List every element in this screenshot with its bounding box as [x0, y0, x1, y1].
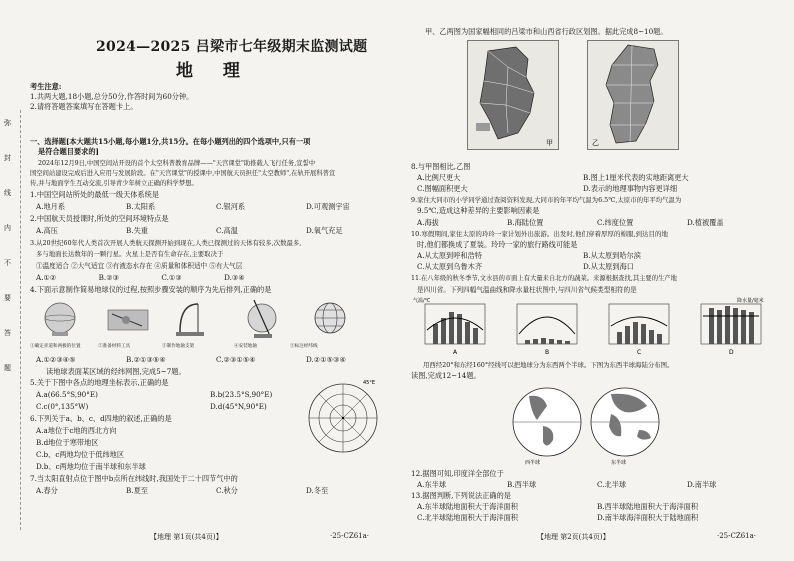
binding-char: 线	[4, 189, 11, 197]
q12-option-a[interactable]: A.东半球	[417, 480, 447, 489]
passage-line: 传,并与地面学生互动交流,引导青少年树立正确的科学梦想。	[30, 180, 198, 187]
q5-option-b[interactable]: B.b(23.5°S,90°E)	[210, 390, 273, 399]
map-jia-label: 甲	[546, 139, 553, 147]
q6-option-b[interactable]: B.d地位于寒带地区	[36, 438, 99, 447]
step-caption-5: ⑤标注经纬线	[290, 344, 318, 349]
page-footer-right: 【地理 第2页(共4页)】	[537, 533, 610, 541]
q8-option-a[interactable]: A.比例尺更大	[417, 173, 461, 182]
step-2-tools-image	[108, 310, 148, 330]
question-4-stem: 4.下面示意制作简易地球仪的过程,按照步骤安装的顺序为先后排列,正确的是	[30, 285, 272, 294]
question-9-stem: 9.家住大同市的小学同学通过查阅资料发现,大同市的年平均气温为6.5℃,太原市的年平均气温为	[411, 196, 682, 204]
west-hemisphere-label: 西半球	[525, 460, 541, 466]
q10-option-b[interactable]: B.从太原到哈尔滨	[583, 251, 641, 260]
chart-label-c: C	[637, 349, 642, 356]
climate-chart-c	[609, 304, 669, 344]
q1-option-b[interactable]: B.太阳系	[126, 202, 156, 211]
step-4-axis-image	[248, 300, 276, 338]
q4-option-d[interactable]: D.②①⑤③④	[306, 355, 347, 364]
passage-line: 2024年12月9日,中国空间站开设的首个太空科普教育品牌——"天宫课堂"助推载人飞行任务,宣誓中	[38, 160, 316, 167]
temp-unit-label: 气温/℃	[413, 298, 431, 304]
chart-label-a: A	[453, 349, 458, 356]
binding-char: 答	[4, 329, 11, 337]
q9-option-a[interactable]: A.海拔	[417, 218, 439, 227]
page-code-right: ·25-CZ61a·	[717, 532, 757, 540]
passage-line: 国空间站建设完成后进入应用与发展阶段。在"天宫课堂"的授课中,中国航天员担任"太空教师",在轨开展科普宣	[30, 170, 336, 177]
step-3-stand-image	[176, 304, 204, 336]
question-2-stem: 2.中国航天员授课时,所处的空间环境特点是	[30, 214, 169, 223]
notes-heading: 考生注意:	[30, 82, 62, 91]
climate-charts-figure	[411, 296, 781, 358]
binding-char: 弥	[4, 119, 11, 127]
q3-options[interactable]: A.①② B.②③ C.①③ D.③④	[36, 273, 245, 282]
hemisphere-map-figure	[507, 384, 667, 466]
q10-option-a[interactable]: A.从太原到呼和浩特	[417, 251, 482, 260]
question-3-stem: 3.从20世纪60年代人类首次开展人类航天探测开始到现在,人类已探测过的天体有较多,次数最多,	[30, 239, 302, 247]
question-6-stem: 6.下列关于a、b、c、d四地的叙述,正确的是	[30, 414, 172, 423]
binding-char: 要	[4, 294, 11, 302]
q6-option-c[interactable]: C.b、c两地均位于低纬地区	[36, 450, 125, 459]
page-footer-left: 【地理 第1页(共4页)】	[150, 533, 223, 541]
binding-char: 内	[4, 224, 11, 232]
q13-option-c[interactable]: C.北半球陆地面积大于海洋面积	[417, 513, 518, 522]
step-caption-4: ④安装地轴	[234, 344, 257, 349]
chart-label-d: D	[729, 349, 734, 356]
q4-option-c[interactable]: C.②③①⑤④	[216, 355, 256, 364]
q13-option-d[interactable]: D.南半球海洋面积大于陆地面积	[597, 513, 699, 522]
q8-option-d[interactable]: D.表示的地理事物内容更详细	[583, 184, 678, 193]
step-5-grid-image	[315, 303, 345, 333]
question-9-stem-cont: 9.5℃,造成这种差异的主要影响因素是	[417, 206, 540, 215]
q7-option-d[interactable]: D.冬至	[306, 486, 329, 495]
q2-option-d[interactable]: D.氧气充足	[306, 226, 343, 235]
binding-char: 题	[4, 364, 11, 372]
q9-option-b[interactable]: B.海陆位置	[507, 218, 544, 227]
q5-option-c[interactable]: C.c(0°,135°W)	[36, 402, 89, 411]
q8-option-c[interactable]: C.图幅面积更大	[417, 184, 468, 193]
binding-char: 封	[4, 154, 11, 162]
question-11-stem-cont: 是四川省。下列四幅气温曲线和降水量柱状图中,与四川省气候类型相符的是	[417, 286, 637, 294]
q3-conditions: ①温度适合 ②大气适宜 ③有液态水存在 ④质量和体积适中 ⑤有大气层	[36, 262, 243, 270]
q13-option-a[interactable]: A.东半球陆地面积大于海洋面积	[417, 502, 518, 511]
q5-option-d[interactable]: D.d(45°N,90°E)	[210, 402, 267, 411]
page-code-left: ·25-CZ61a·	[330, 532, 370, 540]
note-1: 1.共两大题,18小题,总分50分,作答时间为60分钟。	[30, 92, 194, 101]
globe-longitude-label: 45°E	[363, 380, 376, 386]
binding-char: 不	[4, 259, 11, 267]
question-13-stem: 13.据图判断,下列说法正确的是	[411, 491, 511, 500]
q5-7-intro: 读地球表面某区域的经纬网图,完成5~7题。	[46, 367, 186, 376]
q10-option-d[interactable]: D.从太原到海口	[583, 262, 634, 271]
step-1-sphere-image	[45, 303, 75, 336]
section-1-heading-cont: 是符合题目要求的]	[38, 147, 99, 156]
maps-intro: 甲、乙两图为国家幅相同的吕梁市和山西省行政区划图。据此完成8~10题。	[425, 27, 668, 36]
subject-title: 地 理	[176, 61, 252, 81]
question-10-stem: 10.寒假期间,家住太原的玲玲一家计划外出旅游。出发时,他们穿着厚厚的棉服,到达目的地	[411, 230, 669, 238]
q4-option-a[interactable]: A.①②③④⑤	[36, 355, 76, 364]
precip-unit-label: 降水量/毫米	[737, 298, 764, 304]
q9-option-c[interactable]: C.纬度位置	[597, 218, 634, 227]
right-page	[397, 0, 794, 561]
binding-line-notice	[4, 120, 18, 400]
q5-option-a[interactable]: A.a(66.5°S,90°E)	[36, 390, 98, 399]
step-caption-2: ②准备材料工具	[98, 344, 131, 349]
map-yi-shanxi	[587, 40, 679, 150]
q10-option-c[interactable]: C.从太原到乌鲁木齐	[417, 262, 483, 271]
step-caption-3: ③制作地轴支架	[162, 344, 195, 349]
question-11-stem: 11.在八年级的秋冬季节,文水县的市面上有大量来自北方的蔬菜。来源根据查找,其主要的生产地	[411, 275, 677, 282]
globe-making-steps-figure	[30, 296, 365, 344]
q7-option-c[interactable]: C.秋分	[216, 486, 238, 495]
east-hemisphere-label: 东半球	[611, 460, 627, 466]
q7-option-a[interactable]: A.春分	[36, 486, 58, 495]
q12-14-intro-cont: 读图,完成12~14题。	[411, 371, 481, 380]
q9-option-d[interactable]: D.植被覆盖	[687, 218, 724, 227]
climate-chart-a	[425, 304, 485, 344]
q1-option-c[interactable]: C.银河系	[216, 202, 246, 211]
question-5-stem: 5.关于下图中各点的地理坐标表示,正确的是	[30, 378, 169, 387]
chart-label-b: B	[545, 349, 550, 356]
q12-14-intro: 用西经20°和东经160°经线可以把地球分为东西两个半球。下图为东西半球海陆分布图。	[423, 361, 674, 369]
exam-title: 2024—2025 吕梁市七年级期末监测试题	[96, 39, 368, 55]
section-1-heading: 一、选择题[本大题共15小题,每小题1分,共15分。在每小题列出的四个选项中,只有一项	[30, 137, 311, 146]
question-3-stem-cont: 多与地面长达数年的一颗行星。火星上是否有生命存在,主要取决于	[36, 250, 224, 258]
q4-option-b[interactable]: B.②①③⑤④	[126, 355, 166, 364]
question-10-stem-cont: 时,他们都换成了夏装。玲玲一家的旅行路线可能是	[417, 240, 578, 249]
question-12-stem: 12.据图可知,印度洋全部位于	[411, 469, 504, 478]
q1-option-a[interactable]: A.地月系	[36, 202, 66, 211]
q2-option-b[interactable]: B.失重	[126, 226, 148, 235]
map-yi-label: 乙	[592, 139, 599, 147]
q2-option-a[interactable]: A.高压	[36, 226, 58, 235]
q12-option-b[interactable]: B.西半球	[507, 480, 537, 489]
q2-option-c[interactable]: C.高温	[216, 226, 238, 235]
climate-chart-d	[701, 304, 761, 344]
polar-grid-figure	[305, 376, 385, 456]
step-caption-1: ①确定赤道和两极的位置	[30, 344, 81, 349]
q13-option-b[interactable]: B.西半球陆地面积大于海洋面积	[597, 502, 699, 511]
q7-option-b[interactable]: B.夏至	[126, 486, 148, 495]
q12-option-c[interactable]: C.北半球	[597, 480, 627, 489]
q6-option-a[interactable]: A.a地位于c地的西北方向	[36, 426, 117, 435]
q6-option-d[interactable]: D.b、c两地均位于南半球和东半球	[36, 462, 146, 471]
binding-dashed-line	[20, 110, 21, 530]
climate-chart-b	[517, 304, 577, 344]
question-7-stem: 7.当太阳直射点位于图中b点所在纬线时,我国处于二十四节气中的	[30, 474, 238, 483]
q12-option-d[interactable]: D.南半球	[687, 480, 717, 489]
question-1-stem: 1.中国空间站所处的最低一级天体系统是	[30, 190, 160, 199]
note-2: 2.请将答题答案填写在答题卡上。	[30, 102, 138, 111]
q8-option-b[interactable]: B.图上1厘米代表的实地距离更大	[583, 173, 689, 182]
map-jia-luliang	[467, 40, 559, 150]
question-8-stem: 8.与甲图相比,乙图	[411, 162, 471, 171]
q1-option-d[interactable]: D.可观测宇宙	[306, 202, 350, 211]
